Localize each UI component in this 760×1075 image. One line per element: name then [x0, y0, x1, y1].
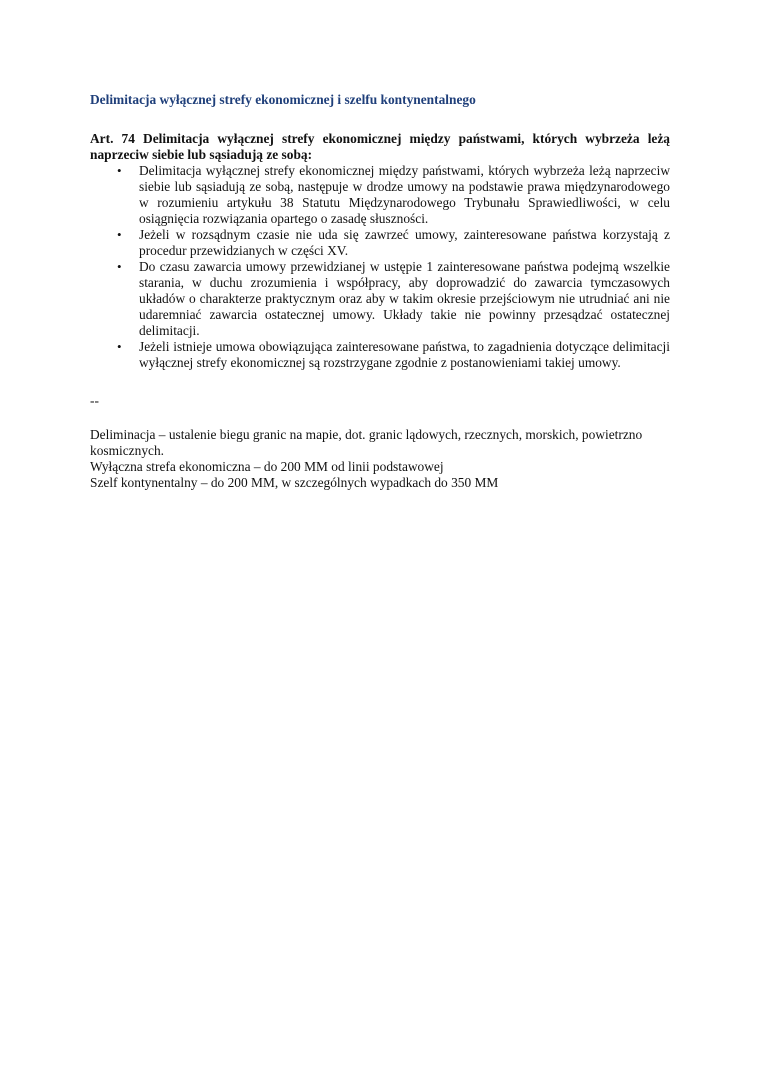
- document-heading: Delimitacja wyłącznej strefy ekonomicznej i szelfu kontynentalnego: [90, 92, 476, 107]
- separator-text: --: [90, 393, 99, 408]
- list-item-text: Delimitacja wyłącznej strefy ekonomicznej między państwami, których wybrzeża leżą naprzeciw siebie lub sąsiadują ze sobą, następuje w drodze umowy na podstawie prawa międzynarodowego w rozumieniu artykułu 38 Statutu Międzynarodowego Trybunału Sprawiedliwości, w celu osiągnięcia rozwiązania opartego o zasadę słuszności.: [139, 163, 670, 226]
- list-item: [117, 259, 670, 339]
- list-item-text: Jeżeli istnieje umowa obowiązująca zainteresowane państwa, to zagadnienia dotyczące delimitacji wyłącznej strefy ekonomicznej są rozstrzygane zgodnie z postanowieniami takiej umowy.: [139, 339, 670, 370]
- list-item-text: Jeżeli w rozsądnym czasie nie uda się zawrzeć umowy, zainteresowane państwa korzystają z procedur przewidzianych w części XV.: [139, 227, 670, 258]
- bullet-icon: •: [117, 259, 122, 274]
- article-title: Art. 74 Delimitacja wyłącznej strefy ekonomicznej między państwami, których wybrzeża leżą naprzeciw siebie lub sąsiadują ze sobą:: [90, 131, 670, 162]
- bullet-icon: •: [117, 339, 122, 354]
- article-bullet-list: [90, 163, 670, 371]
- note-line: Wyłączna strefa ekonomiczna – do 200 MM od linii podstawowej: [90, 459, 444, 474]
- note-line: Deliminacja – ustalenie biegu granic na mapie, dot. granic lądowych, rzecznych, morskich, powietrzno kosmicznych.: [90, 427, 643, 458]
- list-item-text: Do czasu zawarcia umowy przewidzianej w ustępie 1 zainteresowane państwa podejmą wszelkie starania, w duchu zrozumienia i współpracy, aby doprowadzić do zawarcia tymczasowych układów o charakterze praktycznym oraz aby w takim okresie przejściowym nie utrudniać ani nie udaremniać zawarcia ostatecznej umowy. Układy takie nie powinny przesądzać ostatecznej delimitacji.: [139, 259, 670, 338]
- list-item: [117, 227, 670, 259]
- list-item: [117, 163, 670, 227]
- bullet-icon: •: [117, 227, 122, 242]
- note-line: Szelf kontynentalny – do 200 MM, w szczególnych wypadkach do 350 MM: [90, 475, 499, 490]
- bullet-icon: •: [117, 163, 122, 178]
- notes-section: [90, 427, 670, 491]
- document-page: [90, 92, 670, 491]
- list-item: [117, 339, 670, 371]
